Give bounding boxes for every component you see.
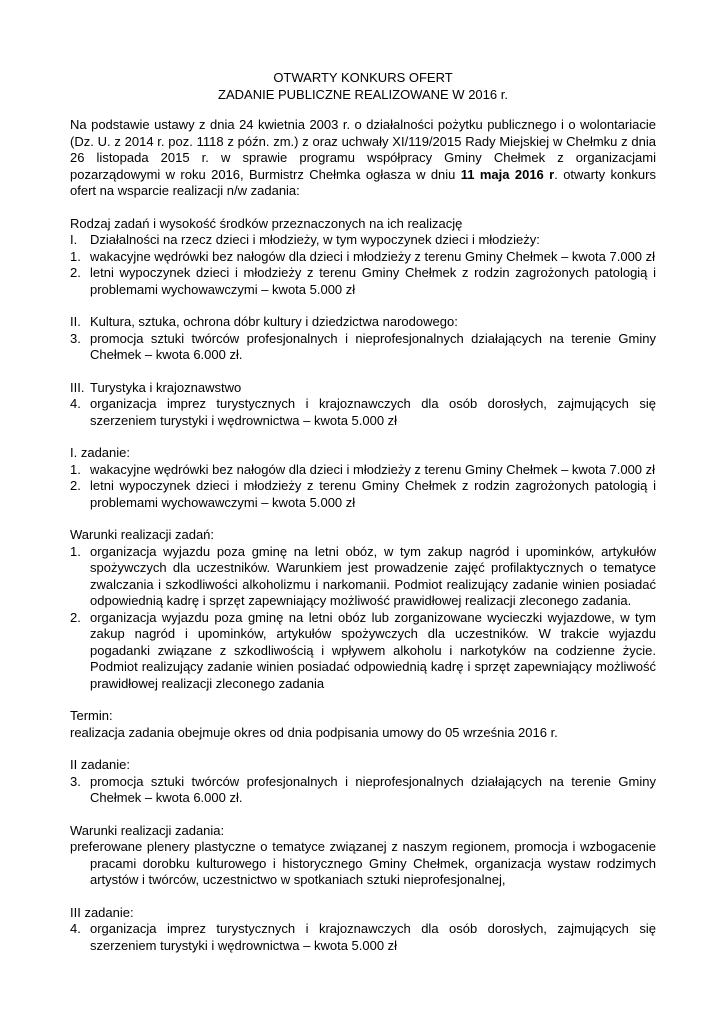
item-text: letni wypoczynek dzieci i młodzieży z terenu Gminy Chełmek z rodzin zagrożonych patologią i problemami wychowawczymi – kwota 5.000 zł [90, 478, 656, 510]
list-item [70, 249, 656, 266]
area-2 [70, 314, 656, 331]
intro-tail: . otwarty konkurs ofert na wsparcie realizacji n/w zadania: [70, 166, 656, 198]
item-number: 1. [70, 248, 81, 264]
item-number: 2. [70, 478, 81, 493]
item-number: 2. [70, 609, 81, 625]
item-number: 4. [70, 921, 81, 936]
area-number: I. [70, 232, 78, 247]
list-item [70, 921, 656, 954]
item-text: organizacja imprez turystycznych i krajoznawczych dla osób dorosłych, zajmujących się szerzeniem turystyki i wędrownictwa – kwota 5.000 zł [90, 396, 656, 428]
intro-paragraph [70, 117, 656, 200]
area-title: Kultura, sztuka, ochrona dóbr kultury i dziedzictwa narodowego: [90, 314, 458, 329]
title-line-1: OTWARTY KONKURS OFERT [273, 70, 453, 85]
item-number: 1. [70, 461, 81, 477]
list-item [70, 478, 656, 511]
item-text: promocja sztuki twórców profesjonalnych i nieprofesjonalnych działających na terenie Gminy Chełmek – kwota 6.000 zł. [90, 330, 656, 362]
list-item [70, 544, 656, 610]
area-3 [70, 380, 656, 397]
list-item [70, 610, 656, 693]
item-number: 3. [70, 330, 81, 346]
overview-heading: Rodzaj zadań i wysokość środków przeznaczonych na ich realizację [70, 215, 463, 231]
item-number: 1. [70, 543, 81, 559]
item-text: organizacja wyjazdu poza gminę na letni obóz, w tym zakup nagród i upominków, artykułów spożywczych dla uczestników. Warunkiem jest prowadzenie zajęć profilaktycznych o tematyce zwalczania i szkodliwości alkoholizmu i narkomanii. Podmiot realizujący zadanie winien posiadać odpowiednią kadrę i sprzęt zapewniający możliwość prawidłowej realizacji zleconego zadania. [90, 543, 656, 608]
intro-text: Na podstawie ustawy z dnia 24 kwietnia 2003 r. o działalności pożytku publicznego i o wolontariacie (Dz. U. z 2014 r. poz. 1118 z późn. zm.) z oraz uchwały XI/119/2015 Rady Miejskiej w Chełmku z dnia 26 listopada 2015 r. w sprawie programu współpracy Gminy Chełmek z organizacjami pozarządowymi w roku 2016, Burmistrz Chełmka ogłasza w dniu [70, 117, 656, 182]
document-title [70, 70, 656, 103]
item-number: 4. [70, 396, 81, 411]
item-text: letni wypoczynek dzieci i młodzieży z terenu Gminy Chełmek z rodzin zagrożonych patologią i problemami wychowawczymi – kwota 5.000 zł [90, 265, 656, 297]
term-heading: Termin: [70, 708, 113, 723]
item-text: wakacyjne wędrówki bez nałogów dla dzieci i młodzieży z terenu Gminy Chełmek – kwota 7.000 zł [90, 248, 656, 264]
section-heading: III zadanie: [70, 904, 134, 920]
section-heading: I. zadanie: [70, 445, 130, 460]
area-1 [70, 232, 656, 249]
conditions-heading: Warunki realizacji zadań: [70, 527, 215, 542]
list-item [70, 396, 656, 429]
item-text: organizacja imprez turystycznych i krajoznawczych dla osób dorosłych, zajmujących się szerzeniem turystyki i wędrownictwa – kwota 5.000 zł [90, 921, 656, 953]
conditions-heading: Warunki realizacji zadania: [70, 822, 225, 838]
item-text: wakacyjne wędrówki bez nałogów dla dzieci i młodzieży z terenu Gminy Chełmek – kwota 7.000 zł [90, 461, 656, 477]
list-item [70, 331, 656, 364]
list-item [70, 462, 656, 479]
list-item [70, 265, 656, 298]
area-number: II. [70, 314, 81, 329]
document-page [70, 70, 656, 954]
list-item [70, 774, 656, 807]
announcement-date: 11 maja 2016 r [460, 166, 555, 182]
area-number: III. [70, 379, 85, 395]
item-text: organizacja wyjazdu poza gminę na letni obóz lub zorganizowane wycieczki wyjazdowe, w tym zakup nagród i upominków, artykułów spożywczych dla uczestników. W trakcie wyjazdu pogadanki związane z szkodliwością i wpływem alkoholu i narkotyków na codzienne życie. Podmiot realizujący zadanie winien posiadać odpowiednią kadrę i sprzęt zapewniający możliwość prawidłowej realizacji zleconego zadania [90, 609, 656, 691]
term-text: realizacja zadania obejmuje okres od dnia podpisania umowy do 05 września 2016 r. [70, 724, 558, 740]
area-title: Działalności na rzecz dzieci i młodzieży, w tym wypoczynek dzieci i młodzieży: [90, 232, 540, 247]
conditions-text: preferowane plenery plastyczne o tematyce związanej z naszym regionem, promocja i wzbogacenie pracami dorobku kulturowego i historycznego Gminy Chełmek, organizacja wystaw rodzimych artystów i twórców, uczestnictwo w spotkaniach sztuki nieprofesjonalnej, [70, 839, 656, 887]
item-text: promocja sztuki twórców profesjonalnych i nieprofesjonalnych działających na terenie Gminy Chełmek – kwota 6.000 zł. [90, 773, 656, 805]
area-title: Turystyka i krajoznawstwo [90, 379, 242, 395]
item-number: 2. [70, 265, 81, 280]
section-heading: II zadanie: [70, 757, 130, 772]
title-line-2: ZADANIE PUBLICZNE REALIZOWANE W 2016 r. [218, 86, 508, 102]
item-number: 3. [70, 773, 81, 789]
